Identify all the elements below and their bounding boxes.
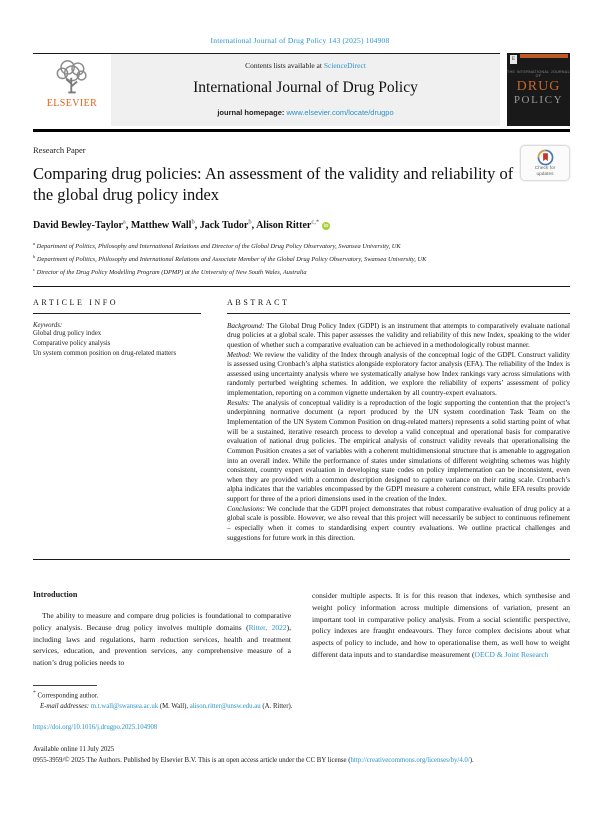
affiliation: $^a$ Department of Politics, Philosophy and International Relations and Director of the Global Drug Policy Observatory, Swansea University, UK	[33, 240, 401, 250]
contents-text: Contents lists available at	[245, 61, 324, 70]
body-column-right	[312, 590, 570, 668]
check-for-updates-icon	[523, 149, 567, 166]
citation-ritter-2022[interactable]: Ritter, 2022	[248, 623, 287, 633]
keywords-label: Keywords:	[33, 321, 63, 329]
keyword: Comparative policy analysis	[33, 339, 111, 347]
sciencedirect-link[interactable]: ScienceDirect	[323, 61, 366, 70]
check-badge-line1: Check for	[534, 166, 556, 171]
author-list	[33, 218, 570, 230]
page-footer	[33, 744, 570, 766]
citation-oecd[interactable]: OECD & Joint Research	[474, 649, 549, 659]
introduction-heading: Introduction	[33, 590, 78, 600]
homepage-label: journal homepage:	[217, 108, 287, 117]
copyright-line: 0955-3959/© 2025 The Authors. Published by Elsevier B.V. This is an open access article under the CC BY license (http://creativecommons.org/licenses/by/4.0/).	[33, 756, 474, 764]
affiliation-list	[33, 240, 570, 279]
cover-accent-bar	[520, 54, 568, 58]
author[interactable]: Matthew Wall$^b$,	[130, 218, 200, 231]
article-header	[33, 145, 570, 279]
journal-title: International Journal of Drug Policy	[193, 79, 418, 96]
email-addresses: E-mail addresses: m.t.wall@swansea.ac.uk (M. Wall), alison.ritter@unsw.edu.au (A. Ritter).	[40, 702, 293, 710]
masthead-center	[111, 54, 500, 126]
available-online: Available online 11 July 2025	[33, 745, 115, 753]
masthead	[33, 53, 570, 132]
author[interactable]: Jack Tudor$^b$,	[199, 218, 257, 231]
article-info-column	[33, 298, 201, 544]
cover-kicker: THE INTERNATIONAL JOURNAL OF	[507, 70, 570, 78]
abstract-conclusions: Conclusions: We conclude that the GDPI project demonstrates that robust comparative evaluation of drug policy at a global scale is possible. However, we also reveal that this project will necessarily be subject to continuous refinement – especially when it comes to standardising expert country evaluations. We outline practical challenges and suggestions for future work in this direction.	[227, 504, 570, 542]
corresponding-author-note: * Corresponding author.	[33, 689, 99, 700]
abstract-column	[227, 298, 570, 544]
masthead-divider	[33, 129, 570, 132]
email-link-ritter[interactable]: alison.ritter@unsw.edu.au	[189, 702, 261, 710]
abstract-heading: ABSTRACT	[227, 297, 290, 307]
check-for-updates-badge[interactable]	[520, 145, 570, 181]
journal-cover-image	[507, 53, 570, 126]
article-title: Comparing drug policies: An assessment of the validity and reliability of the global drug policy index	[33, 164, 514, 205]
keyword: Un system common position on drug-related matters	[33, 349, 177, 357]
article-info-rule	[33, 313, 201, 314]
keyword: Global drug policy index	[33, 329, 102, 337]
article-type-label: Research Paper	[33, 145, 86, 155]
abstract-method: Method: We review the validity of the Index through analysis of the conceptual logic of the GDPI. Construct validity is assessed using Cronbach’s alpha statistics alongside exploratory factor analysis (EFA). The reliability of the Index is assessed using uncertainty analysis where we systematically analyse how Index rankings vary across simulations with randomly perturbed weighting schemes. In addition, we explore the reliability of experts’ assessment of policy implementation, reporting on a common vignette undertaken by all country-expert evaluators.	[227, 350, 570, 398]
info-abstract-section	[33, 286, 570, 561]
abstract-results: Results: The analysis of conceptual validity is a reproduction of the logic supporting the contention that the project’s underpinning normative document (a report produced by the UN system coordination Task Team on the Implementation of the UN System Common Position on drug-related matters) represents a solid starting point of what will be a sustained, iterative research process to develop a valid conceptual and operational basis for comparative evaluation of national drug policies. The empirical analysis of construct validity reveals that operationalising the Common Position creates a set of variables with a coherent multidimensional structure that is amenable to aggregation into an overall index. While the performance of states under simulations of different weighting schemes was highly consistent, country expert evaluation in developing state codes on policy implementation can be inconsistent, even when they are provided with a common description designed to capture variance on their rating scale. Cronbach’s alpha indicates that the variables encompassed by the GDPI measure a coherent construct, while EFA results provide support for three of the a priori dimensions used in the creation of the Index.	[227, 398, 570, 504]
elsevier-tree-icon	[33, 57, 111, 97]
introduction-paragraph: The ability to measure and compare drug policies is foundational to comparative policy analysis. Because drug policy involves multiple domains (Ritter, 2022), including laws and regulations, harm reduction services, health and treatment services, education, and prevention services, any comprehensive measure of a nation’s drug policies needs to	[33, 611, 291, 668]
author[interactable]: David Bewley-Taylor$^a$,	[33, 218, 131, 231]
cover-title-policy: POLICY	[513, 94, 564, 106]
email-link-wall[interactable]: m.t.wall@swansea.ac.uk	[90, 702, 159, 710]
footnote-block	[33, 685, 570, 713]
cc-license-link[interactable]: http://creativecommons.org/licenses/by/4.0/	[350, 756, 470, 764]
check-badge-line2: updates	[536, 171, 554, 177]
affiliation: $^b$ Department of Politics, Philosophy and International Relations and Associate Member of the Global Drug Policy Observatory, Swansea University, UK	[33, 253, 427, 263]
introduction-paragraph-cont: consider multiple aspects. It is for this reason that indexes, which synthesise and weight policy information across multiple dimensions of variation, present an important tool in comparative policy analysis. From a social scientific perspective, policy indexes are fraught endeavours. They force complex decisions about what aspects of policy to include, and how to operationalise them, as well how to weight different data inputs and to standardise measurement (OECD & Joint Research	[312, 591, 570, 659]
article-info-heading: ARTICLE INFO	[33, 297, 119, 307]
elsevier-wordmark: ELSEVIER	[46, 98, 98, 109]
cover-publisher-mark: E	[511, 57, 516, 62]
affiliation: $^c$ Director of the Drug Policy Modelling Program (DPMP) at the University of New South Wales, Australia	[33, 266, 307, 276]
author[interactable]: Alison Ritter$^{c,*}$	[256, 218, 320, 231]
journal-citation-link[interactable]: International Journal of Drug Policy 143 (2025) 104908	[210, 36, 390, 45]
orcid-icon[interactable]: iD	[323, 222, 329, 228]
doi-link[interactable]: https://doi.org/10.1016/j.drugpo.2025.104908	[33, 723, 158, 731]
article-body	[33, 590, 570, 668]
footnote-rule	[33, 685, 97, 686]
abstract-rule	[227, 313, 570, 314]
body-column-left	[33, 590, 291, 668]
homepage-link[interactable]: www.elsevier.com/locate/drugpo	[286, 108, 394, 117]
elsevier-logo[interactable]	[33, 54, 111, 126]
journal-article-page	[0, 36, 600, 838]
abstract-background: Background: The Global Drug Policy Index (GDPI) is an instrument that attempts to comparatively evaluate national drug policies at a global scale. This paper assesses the validity and reliability of this new Index, speaking to the wider question of whether such a comparative evaluation can be achieved in a methodologically robust manner.	[227, 321, 570, 349]
cover-title-drug: DRUG	[516, 79, 561, 94]
